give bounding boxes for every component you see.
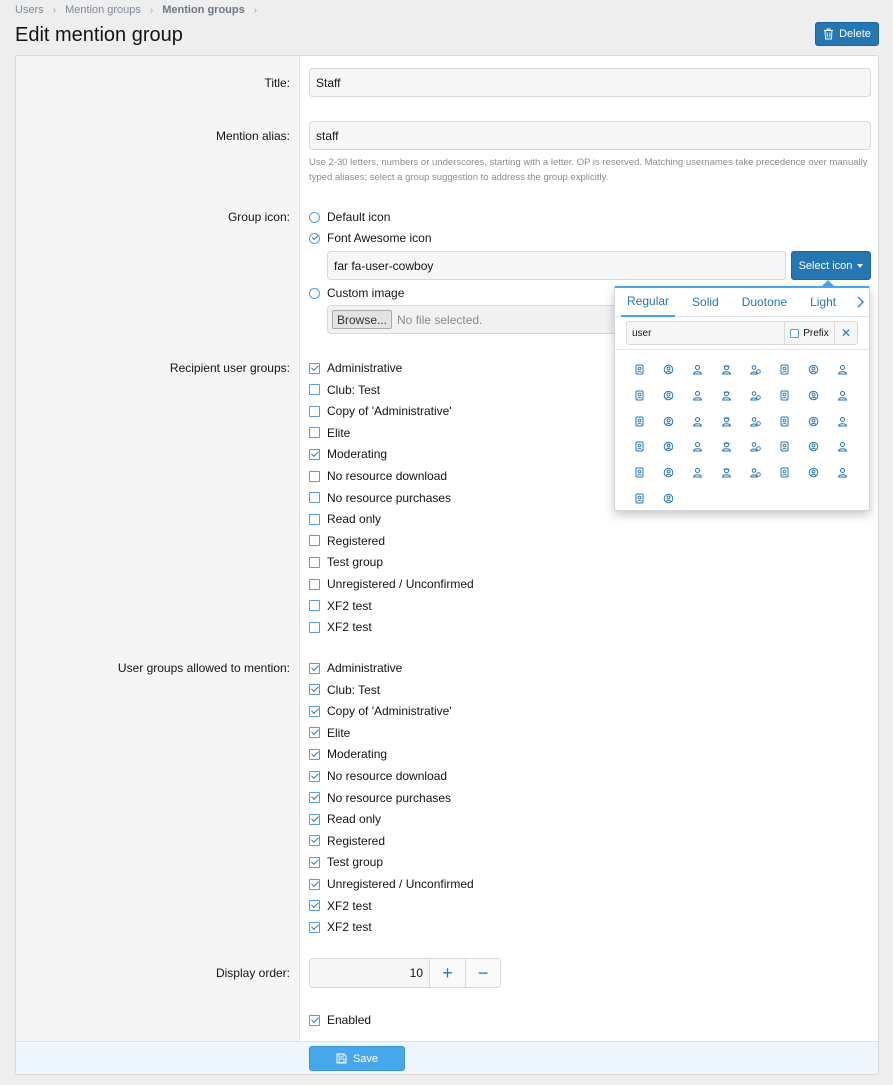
display-order-stepper — [309, 958, 501, 988]
checkbox-label: Elite — [327, 425, 351, 440]
checkbox[interactable] — [309, 406, 320, 417]
checkbox[interactable] — [309, 922, 320, 933]
checkbox-row[interactable] — [309, 382, 380, 398]
radio-button[interactable] — [309, 288, 320, 299]
recipient-groups-label: Recipient user groups: — [169, 361, 290, 375]
checkbox-row[interactable] — [309, 360, 402, 376]
icon-picker-popup — [614, 286, 870, 511]
checkbox-label: Administrative — [327, 361, 403, 375]
checkbox-label: Read only — [327, 812, 382, 827]
delete-label: Delete — [839, 28, 871, 40]
checkbox-label: No resource purchases — [327, 490, 452, 505]
checkbox[interactable] — [309, 492, 320, 503]
checkbox-label: Administrative — [327, 661, 403, 675]
checkbox[interactable] — [309, 684, 320, 695]
user-icon[interactable] — [741, 434, 770, 460]
tab-regular[interactable]: Regular — [621, 288, 675, 317]
title-label: Title: — [264, 76, 290, 90]
display-order-label: Display order: — [215, 966, 290, 980]
checkbox[interactable] — [309, 514, 320, 525]
tab-solid[interactable]: Solid — [692, 295, 719, 309]
decrement-button[interactable]: − — [465, 959, 500, 987]
breadcrumb-users[interactable]: Users — [15, 4, 44, 16]
checkbox-row[interactable] — [309, 446, 387, 462]
user-icon[interactable] — [741, 460, 770, 486]
checkbox-row[interactable] — [309, 490, 451, 506]
checkbox[interactable] — [309, 857, 320, 868]
user-icon[interactable] — [683, 408, 712, 434]
user-icon[interactable] — [625, 357, 654, 383]
user-icon[interactable] — [654, 383, 683, 409]
checkbox-label: Copy of 'Administrative' — [327, 404, 452, 419]
no-file-label: No file selected. — [397, 312, 483, 327]
checkbox-row[interactable] — [309, 790, 451, 806]
checkbox-row[interactable] — [309, 598, 372, 614]
checkbox[interactable] — [309, 749, 320, 760]
checkbox-row[interactable] — [309, 746, 387, 762]
checkbox-label: Read only — [327, 512, 382, 527]
chevron-right-icon[interactable] — [853, 293, 867, 311]
user-icon[interactable] — [799, 383, 828, 409]
user-icon[interactable] — [712, 357, 741, 383]
radio-custom-image[interactable] — [309, 285, 404, 301]
breadcrumb-current[interactable]: Mention groups — [162, 4, 245, 16]
checkbox[interactable] — [309, 727, 320, 738]
chevron-right-icon: › — [253, 4, 258, 16]
radio-default-icon-label: Default icon — [327, 210, 391, 224]
checkbox-row[interactable] — [309, 725, 350, 741]
radio-default-icon[interactable] — [309, 209, 390, 225]
user-icon[interactable] — [799, 408, 828, 434]
user-icon[interactable] — [625, 485, 654, 511]
enabled-label: Enabled — [327, 1013, 372, 1027]
user-icon[interactable] — [654, 408, 683, 434]
checkbox-label: XF2 test — [327, 920, 372, 935]
group-icon-label: Group icon: — [227, 210, 290, 224]
user-icon[interactable] — [770, 460, 799, 486]
user-icon[interactable] — [654, 357, 683, 383]
save-button[interactable] — [309, 1046, 405, 1071]
edit-form-panel — [15, 55, 879, 1075]
chevron-right-icon: › — [149, 4, 154, 16]
user-icon[interactable] — [770, 434, 799, 460]
label-column — [16, 56, 300, 1041]
checkbox-label: Club: Test — [327, 682, 381, 697]
user-icon[interactable] — [770, 383, 799, 409]
radio-button[interactable] — [309, 212, 320, 223]
icon-picker-tabs — [615, 288, 869, 317]
checkbox-label: Moderating — [327, 447, 388, 462]
checkbox-label: Moderating — [327, 747, 388, 762]
checkbox-row[interactable] — [309, 919, 372, 935]
checkbox[interactable] — [309, 622, 320, 633]
user-icon[interactable] — [828, 460, 857, 486]
user-icon[interactable] — [712, 434, 741, 460]
checkbox-row[interactable] — [309, 425, 350, 441]
user-icon[interactable] — [654, 485, 683, 511]
tab-duotone[interactable]: Duotone — [741, 295, 788, 309]
user-icon[interactable] — [712, 460, 741, 486]
checkbox-row[interactable] — [309, 468, 447, 484]
icon-grid — [625, 357, 865, 511]
checkbox[interactable] — [309, 814, 320, 825]
breadcrumb — [15, 3, 266, 17]
user-icon[interactable] — [625, 408, 654, 434]
user-icon[interactable] — [625, 383, 654, 409]
checkbox-label: Registered — [327, 533, 386, 548]
caret-down-icon — [857, 264, 863, 268]
prefix-checkbox[interactable] — [790, 329, 799, 338]
user-icon[interactable] — [828, 434, 857, 460]
radio-font-awesome-label: Font Awesome icon — [327, 231, 432, 245]
checkbox-label: Unregistered / Unconfirmed — [327, 577, 474, 591]
checkbox[interactable] — [309, 900, 320, 911]
radio-custom-image-label: Custom image — [327, 286, 405, 300]
checkbox-row[interactable] — [309, 703, 452, 719]
checkbox-label: XF2 test — [327, 598, 372, 613]
chevron-right-icon: › — [52, 4, 57, 16]
checkbox-row[interactable] — [309, 876, 474, 892]
checkbox-label: No resource purchases — [327, 790, 452, 805]
checkbox[interactable] — [309, 792, 320, 803]
checkbox[interactable] — [309, 600, 320, 611]
alias-label: Mention alias: — [215, 129, 290, 143]
checkbox[interactable] — [309, 771, 320, 782]
save-label: Save — [352, 1052, 379, 1065]
allowed-groups-label: User groups allowed to mention: — [117, 661, 290, 675]
user-icon[interactable] — [799, 434, 828, 460]
user-icon[interactable] — [654, 434, 683, 460]
user-icon[interactable] — [770, 408, 799, 434]
select-icon-label: Select icon — [798, 259, 853, 272]
checkbox-label: No resource download — [327, 469, 448, 483]
checkbox-row[interactable] — [309, 682, 380, 698]
enabled-checkbox[interactable] — [309, 1015, 320, 1026]
checkbox-label: XF2 test — [327, 620, 372, 635]
custom-image-file-input[interactable] — [327, 305, 627, 334]
form-footer — [16, 1041, 879, 1075]
fa-icon-input[interactable]: far fa-user-cowboy — [327, 251, 786, 280]
checkbox[interactable] — [309, 449, 320, 460]
tab-light[interactable]: Light — [810, 295, 837, 309]
user-icon[interactable] — [683, 357, 712, 383]
checkbox[interactable] — [309, 427, 320, 438]
checkbox-row[interactable] — [309, 768, 447, 784]
checkbox[interactable] — [309, 706, 320, 717]
select-icon-button[interactable] — [791, 251, 871, 280]
browse-button[interactable]: Browse... — [332, 310, 392, 329]
checkbox-row[interactable] — [309, 576, 474, 592]
user-icon[interactable] — [683, 434, 712, 460]
checkbox-row[interactable] — [309, 811, 381, 827]
checkbox-label: Unregistered / Unconfirmed — [327, 877, 474, 891]
checkbox[interactable] — [309, 663, 320, 674]
prefix-toggle[interactable] — [784, 322, 834, 344]
radio-button[interactable] — [309, 233, 320, 244]
title-input[interactable]: Staff — [309, 68, 871, 97]
checkbox-label: No resource download — [327, 769, 448, 783]
picker-divider — [615, 349, 869, 350]
increment-button[interactable]: + — [430, 959, 465, 987]
user-icon[interactable] — [712, 383, 741, 409]
clear-search-button[interactable]: ✕ — [834, 322, 857, 344]
icon-search-input[interactable]: user — [632, 327, 652, 339]
checkbox-row[interactable] — [309, 554, 383, 570]
checkbox-row[interactable] — [309, 533, 385, 549]
trash-icon — [823, 28, 834, 40]
checkbox-row[interactable] — [309, 854, 383, 870]
save-icon — [336, 1053, 347, 1064]
user-icon[interactable] — [770, 357, 799, 383]
user-icon[interactable] — [828, 383, 857, 409]
prefix-label: Prefix — [803, 327, 829, 339]
checkbox-label: Copy of 'Administrative' — [327, 704, 452, 719]
checkbox-row[interactable] — [309, 511, 381, 527]
page-title: Edit mention group — [15, 24, 183, 46]
checkbox-label: Elite — [327, 725, 351, 740]
user-icon[interactable] — [799, 357, 828, 383]
checkbox-row[interactable] — [309, 403, 452, 419]
breadcrumb-mention-groups[interactable]: Mention groups — [65, 4, 141, 16]
checkbox-label: Registered — [327, 833, 386, 848]
radio-font-awesome-icon[interactable] — [309, 230, 432, 246]
checkbox-label: Club: Test — [327, 382, 381, 397]
user-icon[interactable] — [683, 460, 712, 486]
checkbox-row[interactable] — [309, 619, 372, 635]
checkbox[interactable] — [309, 879, 320, 890]
alias-hint: Use 2-30 letters, numbers or underscores, starting with a letter. OP is reserved. Matching usernames take precedence over manually typed aliases; select a group suggestion to address the group explicitly. — [309, 157, 868, 183]
checkbox-label: Test group — [327, 555, 384, 570]
checkbox[interactable] — [309, 384, 320, 395]
checkbox[interactable] — [309, 535, 320, 546]
checkbox-label: Test group — [327, 855, 384, 870]
user-icon[interactable] — [625, 434, 654, 460]
checkbox[interactable] — [309, 363, 320, 374]
checkbox[interactable] — [309, 579, 320, 590]
user-icon[interactable] — [741, 408, 770, 434]
checkbox-row[interactable] — [309, 898, 372, 914]
user-icon[interactable] — [741, 383, 770, 409]
user-icon[interactable] — [683, 383, 712, 409]
checkbox-row[interactable] — [309, 833, 385, 849]
delete-button[interactable] — [815, 22, 879, 46]
checkbox[interactable] — [309, 471, 320, 482]
user-icon[interactable] — [712, 408, 741, 434]
user-icon[interactable] — [828, 357, 857, 383]
user-icon[interactable] — [625, 460, 654, 486]
user-icon[interactable] — [799, 460, 828, 486]
alias-input[interactable]: staff — [309, 121, 871, 150]
enabled-checkbox-row[interactable] — [309, 1012, 371, 1028]
icon-search-box — [626, 321, 858, 345]
checkbox-label: XF2 test — [327, 898, 372, 913]
checkbox-row[interactable] — [309, 660, 402, 676]
user-icon[interactable] — [654, 460, 683, 486]
checkbox[interactable] — [309, 835, 320, 846]
checkbox[interactable] — [309, 557, 320, 568]
user-icon[interactable] — [828, 408, 857, 434]
user-icon[interactable] — [741, 357, 770, 383]
display-order-input[interactable]: 10 — [310, 959, 430, 987]
